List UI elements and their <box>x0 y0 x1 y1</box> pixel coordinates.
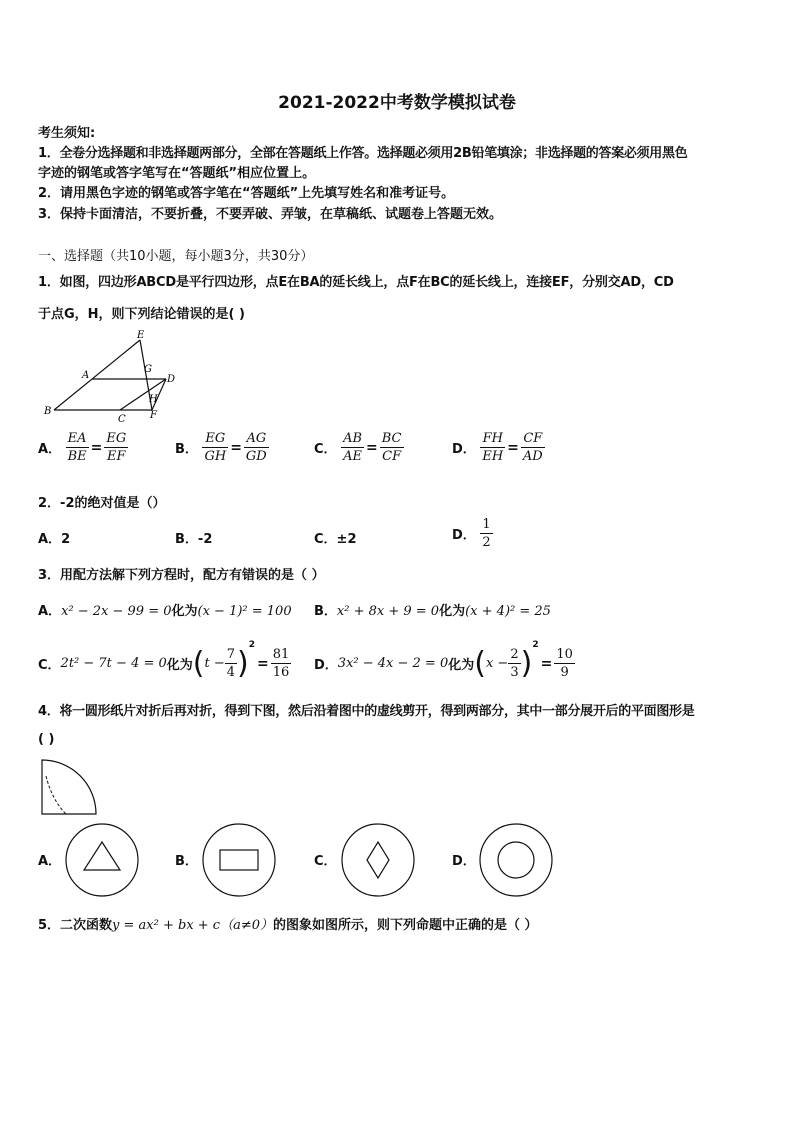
section-heading: 一、选择题（共10小题，每小题3分，共30分） <box>38 249 314 264</box>
q3-option-c[interactable]: C．2t² − 7t − 4 = 0化为(t − $\frac{7}{4}$ )$^2$= $\frac{81}{16}$ <box>38 640 290 681</box>
page-title: 2021-2022中考数学模拟试卷 <box>278 93 516 113</box>
q4-line-2: ( ) <box>38 732 55 747</box>
q2-option-d[interactable]: D． $\frac{1}{2}$ <box>452 517 491 550</box>
q1-option-b[interactable]: B． $\frac{EG}{GH}$ = $\frac{AG}{GD}$ <box>175 431 267 464</box>
fig-label-G: G <box>144 364 152 375</box>
q4-option-d-label[interactable]: D． <box>452 854 476 869</box>
notice-heading: 考生须知: <box>38 126 96 141</box>
notice-line-3: 3．保持卡面清洁，不要折叠，不要弄破、弄皱，在草稿纸、试题卷上答题无效。 <box>38 207 503 222</box>
q3-option-b[interactable]: B．x² + 8x + 9 = 0化为(x + 4)² = 25 <box>314 604 551 619</box>
notice-line-1a: 1．全卷分选择题和非选择题两部分，全部在答题纸上作答。选择题必须用2B铅笔填涂；非选择题的答案必须用黑色 <box>38 146 688 161</box>
parallelogram-figure <box>40 326 190 426</box>
fig-label-A: A <box>82 370 90 381</box>
fig-label-F: F <box>150 410 157 421</box>
q2-option-c[interactable]: C．±2 <box>314 532 357 547</box>
q3-stem: 3．用配方法解下列方程时，配方有错误的是（ ） <box>38 568 325 583</box>
q1-line-1: 1．如图，四边形ABCD是平行四边形，点E在BA的延长线上，点F在BC的延长线上，连接EF，分别交AD，CD <box>38 275 674 290</box>
q1-option-a[interactable]: A． $\frac{EA}{BE}$ = $\frac{EG}{EF}$ <box>38 431 127 464</box>
q2-option-b[interactable]: B．-2 <box>175 532 213 547</box>
q4-option-c-figure[interactable] <box>340 822 416 898</box>
q4-option-b-label[interactable]: B． <box>175 854 198 869</box>
q4-option-c-label[interactable]: C． <box>314 854 337 869</box>
fig-label-C: C <box>118 414 126 425</box>
q5-stem: 5．二次函数y = ax² + bx + c（a≠0）的图象如图所示，则下列命题中正确的是（ ） <box>38 918 538 933</box>
notice-line-2: 2．请用黑色字迹的钢笔或答字笔在“答题纸”上先填写姓名和准考证号。 <box>38 186 455 201</box>
folded-paper-figure <box>40 758 98 816</box>
q4-option-b-figure[interactable] <box>201 822 277 898</box>
q1-option-c[interactable]: C． $\frac{AB}{AE}$ = $\frac{BC}{CF}$ <box>314 431 402 464</box>
q1-option-d[interactable]: D． $\frac{FH}{EH}$ = $\frac{CF}{AD}$ <box>452 431 543 464</box>
q4-option-d-figure[interactable] <box>478 822 554 898</box>
q4-line-1: 4．将一圆形纸片对折后再对折，得到下图，然后沿着图中的虚线剪开，得到两部分，其中一部分展开后的平面图形是 <box>38 704 695 719</box>
fig-label-H: H <box>149 394 158 405</box>
q3-option-d[interactable]: D．3x² − 4x − 2 = 0化为(x − $\frac{2}{3}$ )$^2$= $\frac{10}{9}$ <box>314 640 573 681</box>
q4-option-a-figure[interactable] <box>64 822 140 898</box>
q2-option-a[interactable]: A．2 <box>38 532 71 547</box>
fig-label-B: B <box>44 406 52 417</box>
fig-label-D: D <box>167 374 176 385</box>
q4-option-a-label[interactable]: A． <box>38 854 62 869</box>
q1-line-2: 于点G，H，则下列结论错误的是( ) <box>38 307 245 322</box>
q2-stem: 2．-2的绝对值是（） <box>38 496 166 511</box>
fig-label-E: E <box>137 330 145 341</box>
notice-line-1b: 字迹的钢笔或答字笔写在“答题纸”相应位置上。 <box>38 166 316 181</box>
q3-option-a[interactable]: A．x² − 2x − 99 = 0化为(x − 1)² = 100 <box>38 604 292 619</box>
